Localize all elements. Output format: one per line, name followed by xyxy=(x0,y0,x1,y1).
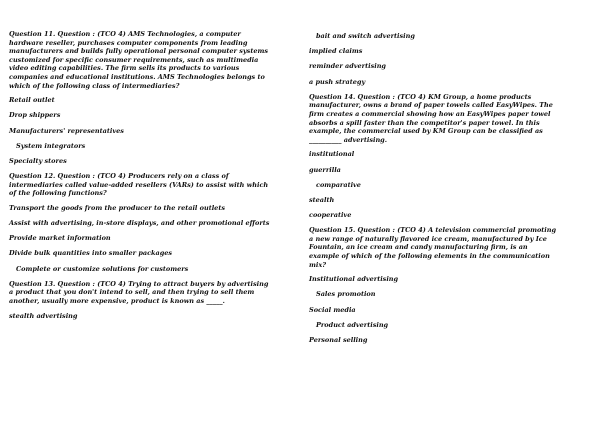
q12-option-5: Complete or customize solutions for customers xyxy=(16,264,189,273)
q14-option-3: comparative xyxy=(316,180,361,189)
q15-option-5: Personal selling xyxy=(309,335,368,344)
question-12: Question 12. Question : (TCO 4) Producers rely on a class of intermediaries called value-added resellers (VARs) to assist with which of the following functions? xyxy=(9,172,269,198)
left-column xyxy=(9,30,271,327)
q14-option-1: institutional xyxy=(309,150,355,159)
q12-option-1: Transport the goods from the producer to the retail outlets xyxy=(9,203,225,212)
q11-option-4: System integrators xyxy=(16,141,86,150)
q14-option-4: stealth xyxy=(309,195,335,204)
q11-option-2: Drop shippers xyxy=(9,111,61,120)
question-11: Question 11. Question : (TCO 4) AMS Technologies, a computer hardware reseller, purchases computer components from leading manufacturers and builds fully operational personal computer systems customized for specific consumer requirements, such as multimedia video editing capabilities. The firm sells its products to various companies and educational institutions. AMS Technologies belongs to which of the following class of intermediaries? xyxy=(9,30,269,90)
q15-option-1: Institutional advertising xyxy=(309,275,399,284)
q15-option-2: Sales promotion xyxy=(316,290,376,299)
q12-option-2: Assist with advertising, in-store displays, and other promotional efforts xyxy=(9,219,270,228)
q15-option-4: Product advertising xyxy=(316,320,389,329)
q14-option-5: cooperative xyxy=(309,211,352,220)
q12-option-4: Divide bulk quantities into smaller packages xyxy=(9,249,173,258)
question-14: Question 14. Question : (TCO 4) KM Group, a home products manufacturer, owns a brand of paper towels called EasyWipes. The firm creates a commercial showing how an EasyWipes paper towel absorbs a spill faster than the competitor's paper towel. In this example, the commercial used by KM Group can be classified as __________ advertising. xyxy=(309,92,553,144)
q15-option-3: Social media xyxy=(309,305,356,314)
q12-option-3: Provide market information xyxy=(9,234,111,243)
q11-option-3: Manufacturers' representatives xyxy=(9,126,124,135)
q13-option-2: bait and switch advertising xyxy=(316,32,415,40)
right-column xyxy=(309,32,559,351)
q13-option-5: a push strategy xyxy=(309,77,366,86)
q13-option-1: stealth advertising xyxy=(9,311,78,320)
question-13: Question 13. Question : (TCO 4) Trying to attract buyers by advertising a product that you don't intend to sell, and then trying to sell them another, usually more expensive, product is known as _____. xyxy=(9,279,269,305)
q14-option-2: guerrilla xyxy=(309,165,341,174)
q13-option-3: implied claims xyxy=(309,47,363,56)
q13-option-4: reminder advertising xyxy=(309,62,386,71)
q11-option-5: Specialty stores xyxy=(9,156,67,165)
question-15: Question 15. Question : (TCO 4) A television commercial promoting a new range of naturally flavored ice cream, manufactured by Ice Fountain, an ice cream and candy manufacturing firm, is an example of which of the following elements in the communication mix? xyxy=(309,226,557,269)
q11-option-1: Retail outlet xyxy=(9,96,55,105)
